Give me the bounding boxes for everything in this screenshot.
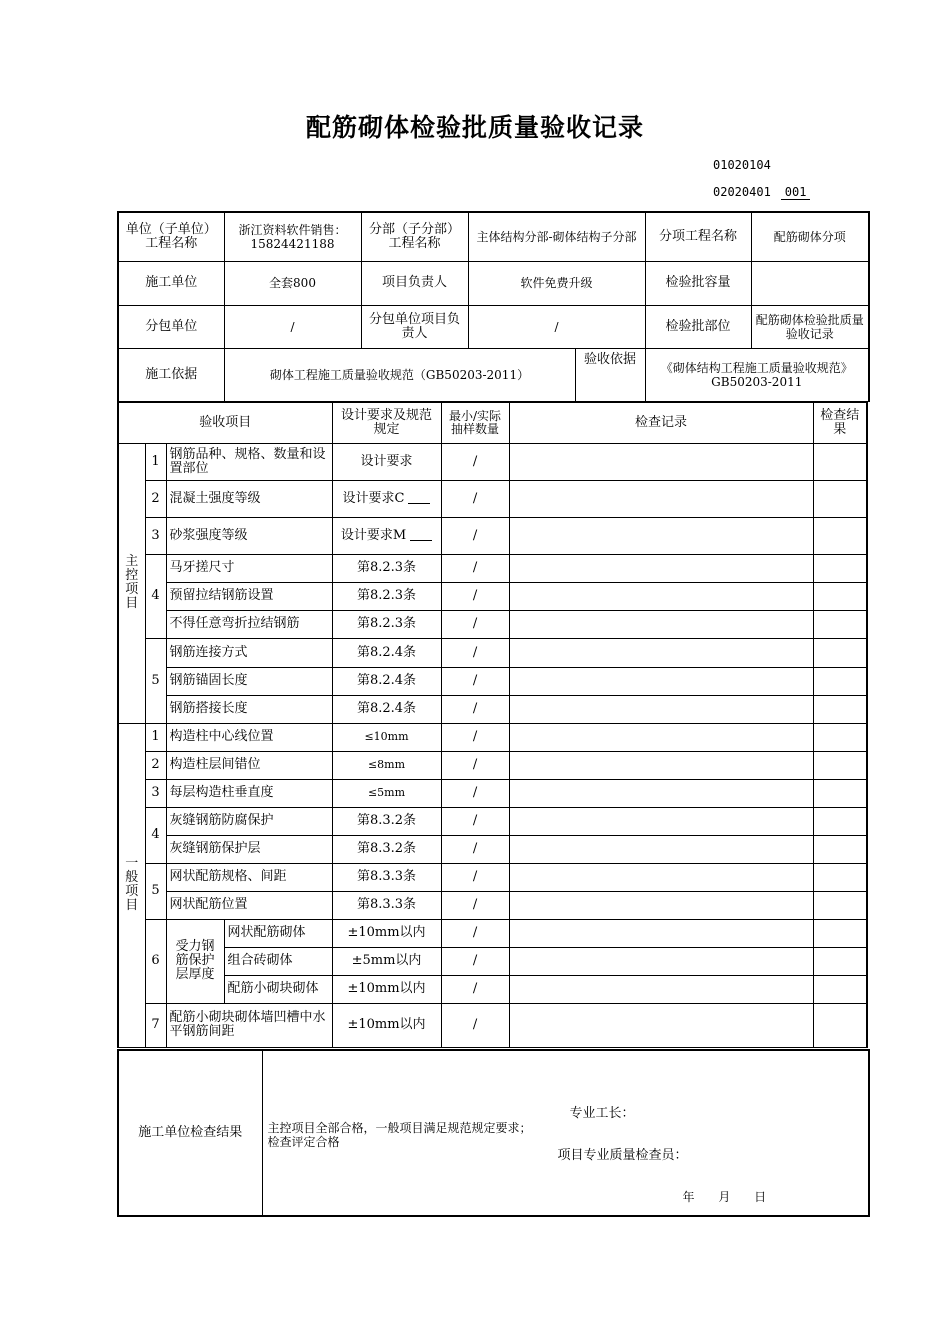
item-sample: / (441, 891, 509, 919)
item-record (509, 835, 813, 863)
subitem-value: 配筋砌体分项 (751, 212, 869, 261)
item-sample: / (441, 638, 509, 667)
item-req: ±10mm以内 (332, 975, 441, 1003)
item-req: 第8.3.2条 (332, 835, 441, 863)
page-title: 配筋砌体检验批质量验收记录 (305, 113, 644, 142)
item-record (509, 480, 813, 517)
item-record (509, 863, 813, 891)
col-result: 检查结果 (813, 402, 867, 443)
item-result (813, 610, 867, 638)
inspection-result: 主控项目全部合格，一般项目满足规范规定要求；检查评定合格 (267, 1121, 532, 1149)
item-sample: / (441, 1003, 509, 1047)
pm-value: 软件免费升级 (468, 261, 645, 305)
form-code: 01020104 (713, 158, 771, 172)
item-no: 1 (145, 723, 166, 751)
item-result (813, 751, 867, 779)
item-sample: / (441, 695, 509, 723)
item-name: 钢筋锚固长度 (166, 667, 332, 695)
item-name: 灰缝钢筋防腐保护 (166, 807, 332, 835)
item-sample: / (441, 723, 509, 751)
batch-serial: 001 (781, 185, 811, 200)
item-no: 1 (145, 443, 166, 480)
item-name: 每层构造柱垂直度 (166, 779, 332, 807)
item-record (509, 975, 813, 1003)
item-record (509, 891, 813, 919)
item-name: 网状配筋砌体 (224, 919, 332, 947)
item-result (813, 554, 867, 582)
item-sample: / (441, 554, 509, 582)
item-req: 第8.2.3条 (332, 610, 441, 638)
unit-label: 单位（子单位）工程名称 (118, 212, 224, 261)
item-no: 4 (145, 807, 166, 863)
item-name: 配筋小砌块砌体墙凹槽中水平钢筋间距 (166, 1003, 332, 1047)
item-record (509, 779, 813, 807)
item-name: 构造柱中心线位置 (166, 723, 332, 751)
item-result (813, 517, 867, 554)
item-result (813, 695, 867, 723)
main-control-label: 主控项目 (118, 443, 145, 723)
col-requirement: 设计要求及规范规定 (332, 402, 441, 443)
item-req: ≤8mm (332, 751, 441, 779)
item-result (813, 779, 867, 807)
general-items-label: 一般项目 (118, 723, 145, 1047)
item-req (332, 480, 441, 517)
item-sample: / (441, 667, 509, 695)
item-name: 砂浆强度等级 (166, 517, 332, 554)
item-req-text: 设计要求C (342, 490, 405, 506)
batch-code (713, 185, 810, 200)
footer-table (117, 1049, 870, 1217)
division-value: 主体结构分部-砌体结构子分部 (468, 212, 645, 261)
sign-date: 年 月 日 (682, 1190, 767, 1204)
capacity-label: 检验批容量 (645, 261, 751, 305)
item-sample: / (441, 863, 509, 891)
item-result (813, 863, 867, 891)
item-no: 3 (145, 517, 166, 554)
item-record (509, 723, 813, 751)
col-item: 验收项目 (118, 402, 332, 443)
item-req: 第8.2.4条 (332, 695, 441, 723)
item-result (813, 1003, 867, 1047)
item-req (332, 517, 441, 554)
item-record (509, 807, 813, 835)
item-result (813, 443, 867, 480)
item-record (509, 695, 813, 723)
item-record (509, 947, 813, 975)
foreman-signature: 专业工长： (569, 1106, 635, 1121)
location-value: 配筋砌体检验批质量验收记录 (751, 305, 869, 348)
item-result (813, 723, 867, 751)
item-record (509, 610, 813, 638)
pm-label: 项目负责人 (361, 261, 468, 305)
sub-pm-value: / (468, 305, 645, 348)
item-req: 设计要求 (332, 443, 441, 480)
item-sample: / (441, 480, 509, 517)
division-label: 分部（子分部）工程名称 (361, 212, 468, 261)
item-record (509, 919, 813, 947)
item-record (509, 667, 813, 695)
item-no: 5 (145, 638, 166, 723)
item-sample: / (441, 947, 509, 975)
item-req: 第8.2.4条 (332, 638, 441, 667)
item-sample: / (441, 517, 509, 554)
item-req: 第8.3.2条 (332, 807, 441, 835)
header-table (117, 211, 870, 402)
item-req: ≤5mm (332, 779, 441, 807)
blank-line (410, 530, 432, 541)
subitem-label: 分项工程名称 (645, 212, 751, 261)
capacity-value (751, 261, 869, 305)
item-sample: / (441, 835, 509, 863)
item-name: 不得任意弯折拉结钢筋 (166, 610, 332, 638)
item-req: ≤10mm (332, 723, 441, 751)
item-name: 钢筋连接方式 (166, 638, 332, 667)
item-record (509, 554, 813, 582)
item-result (813, 835, 867, 863)
item-result (813, 891, 867, 919)
acceptance-label: 验收依据 (575, 348, 645, 401)
item-sample: / (441, 582, 509, 610)
item-req-text: 设计要求M (340, 527, 407, 543)
item-name: 预留拉结钢筋设置 (166, 582, 332, 610)
item-name: 钢筋搭接长度 (166, 695, 332, 723)
col-record: 检查记录 (509, 402, 813, 443)
item-sample: / (441, 919, 509, 947)
item-no: 5 (145, 863, 166, 919)
item-no: 7 (145, 1003, 166, 1047)
item-req: 第8.2.3条 (332, 582, 441, 610)
item-name: 混凝土强度等级 (166, 480, 332, 517)
batch-code-number: 02020401 (713, 185, 771, 199)
item-result (813, 667, 867, 695)
item-result (813, 638, 867, 667)
item-sample: / (441, 443, 509, 480)
item-name: 马牙搓尺寸 (166, 554, 332, 582)
item-no: 2 (145, 751, 166, 779)
unit-value: 浙江资料软件销售：15824421188 (224, 212, 361, 261)
item-name: 灰缝钢筋保护层 (166, 835, 332, 863)
contractor-label: 施工单位 (118, 261, 224, 305)
item-req: 第8.2.3条 (332, 554, 441, 582)
item-req: 第8.2.4条 (332, 667, 441, 695)
footer-label: 施工单位检查结果 (118, 1050, 262, 1216)
item-group: 受力钢筋保护层厚度 (166, 919, 224, 1003)
col-sample: 最小/实际抽样数量 (441, 402, 509, 443)
item-name: 配筋小砌块砌体 (224, 975, 332, 1003)
footer-content (262, 1050, 869, 1216)
item-result (813, 947, 867, 975)
item-no: 6 (145, 919, 166, 1003)
item-no: 4 (145, 554, 166, 638)
basis-value: 砌体工程施工质量验收规范（GB50203-2011） (224, 348, 575, 401)
item-sample: / (441, 975, 509, 1003)
item-result (813, 919, 867, 947)
basis-label: 施工依据 (118, 348, 224, 401)
item-record (509, 1003, 813, 1047)
acceptance-value: 《砌体结构工程施工质量验收规范》GB50203-2011 (645, 348, 869, 401)
item-name: 构造柱层间错位 (166, 751, 332, 779)
item-req: ±10mm以内 (332, 1003, 441, 1047)
item-name: 网状配筋规格、间距 (166, 863, 332, 891)
contractor-value: 全套800 (224, 261, 361, 305)
item-sample: / (441, 751, 509, 779)
item-record (509, 751, 813, 779)
item-result (813, 975, 867, 1003)
item-no: 2 (145, 480, 166, 517)
item-record (509, 582, 813, 610)
items-table (117, 401, 868, 1048)
location-label: 检验批部位 (645, 305, 751, 348)
inspector-signature: 项目专业质量检查员： (557, 1148, 688, 1163)
item-no: 3 (145, 779, 166, 807)
item-name: 钢筋品种、规格、数量和设置部位 (166, 443, 332, 480)
item-result (813, 480, 867, 517)
item-name: 组合砖砌体 (224, 947, 332, 975)
sub-pm-label: 分包单位项目负责人 (361, 305, 468, 348)
item-req: 第8.3.3条 (332, 863, 441, 891)
item-req: ±5mm以内 (332, 947, 441, 975)
item-result (813, 582, 867, 610)
item-record (509, 443, 813, 480)
item-req: ±10mm以内 (332, 919, 441, 947)
item-sample: / (441, 807, 509, 835)
subcontractor-label: 分包单位 (118, 305, 224, 348)
item-name: 网状配筋位置 (166, 891, 332, 919)
item-record (509, 517, 813, 554)
blank-line (408, 493, 430, 504)
item-record (509, 638, 813, 667)
subcontractor-value: / (224, 305, 361, 348)
item-result (813, 807, 867, 835)
item-sample: / (441, 610, 509, 638)
item-req: 第8.3.3条 (332, 891, 441, 919)
item-sample: / (441, 779, 509, 807)
